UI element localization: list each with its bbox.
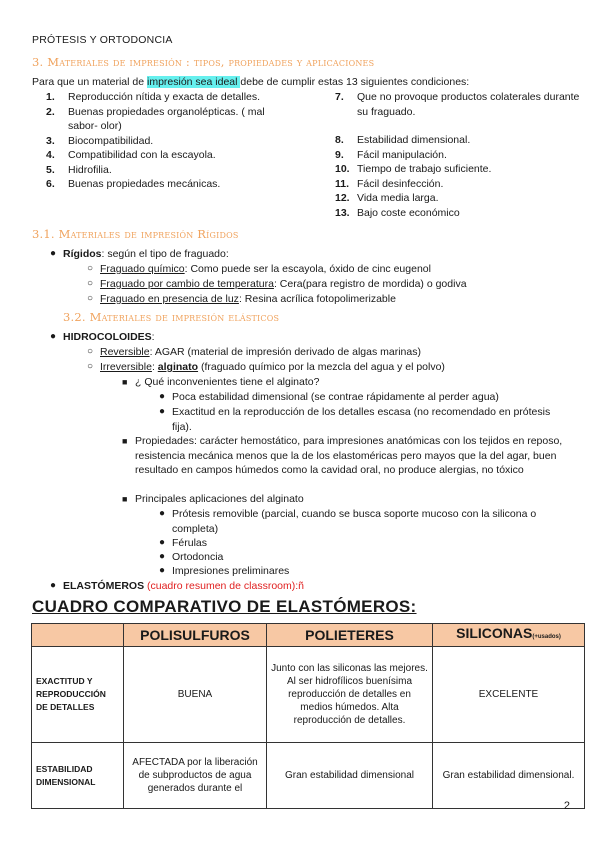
list-item: 4. Compatibilidad con la escayola.: [46, 149, 216, 161]
comparison-table: [31, 623, 585, 809]
row-header: ESTABILIDAD DIMENSIONAL: [32, 743, 124, 809]
list-item: 11. Fácil desinfección.: [335, 177, 444, 190]
circle-bullet-icon: ○: [87, 278, 94, 289]
page-number: 2: [563, 800, 570, 812]
aplicaciones-item: ■ Principales aplicaciones del alginato: [122, 493, 304, 505]
list-item: ○ Fraguado por cambio de temperatura: Cera(para registro de mordida) o godiva: [87, 278, 467, 290]
section-3-1-heading: 3.1. Materiales de impresión Rígidos: [32, 227, 239, 241]
list-item: 3. Biocompatibilidad.: [46, 134, 154, 147]
irreversible-item: ○ Irreversible: alginato (fraguado químico por la mezcla del agua y el polvo): [87, 361, 445, 373]
list-item: ● Férulas: [159, 537, 208, 549]
bullet-icon: ●: [159, 391, 166, 402]
list-item: ○ Fraguado en presencia de luz: Resina acrílica fotopolimerizable: [87, 293, 396, 305]
table-cell: EXCELENTE: [433, 647, 585, 743]
bullet-icon: ●: [159, 537, 166, 548]
list-item: 5. Hidrofilia.: [46, 163, 112, 176]
rigidos-text: : según el tipo de fraguado:: [101, 248, 229, 260]
section-3-2-heading: 3.2. Materiales de impresión elásticos: [63, 310, 280, 324]
bullet-icon: ●: [50, 580, 57, 591]
circle-bullet-icon: ○: [87, 361, 94, 372]
column-header: POLISULFUROS: [124, 624, 267, 647]
elastomeros-item: ● ELASTÓMEROS (cuadro resumen de classroom):ñ: [50, 580, 304, 592]
bullet-icon: ●: [159, 565, 166, 576]
list-item: 2. Buenas propiedades organolépticas. ( mal sabor- olor): [46, 105, 265, 132]
list-item: 8. Estabilidad dimensional.: [335, 134, 471, 146]
table-row: [32, 743, 585, 809]
square-bullet-icon: ■: [122, 494, 128, 504]
table-row: [32, 647, 585, 743]
table-header-row: [32, 624, 585, 647]
intro-highlight: impresión sea ideal: [147, 76, 241, 88]
column-header: POLIETERES: [267, 624, 433, 647]
table-cell: Gran estabilidad dimensional: [267, 743, 433, 809]
list-item: 13. Bajo coste económico: [335, 206, 460, 219]
list-item: 6. Buenas propiedades mecánicas.: [46, 178, 221, 190]
list-item: ● Ortodoncia: [159, 551, 224, 563]
list-item: 1. Reproducción nítida y exacta de detalles.: [46, 91, 261, 103]
list-item: ● Impresiones preliminares: [159, 565, 290, 577]
table-cell: AFECTADA por la liberación de subproductos de agua generados durante el: [124, 743, 267, 809]
document-header: PRÓTESIS Y ORTODONCIA: [32, 34, 173, 46]
row-header: EXACTITUD Y REPRODUCCIÓN DE DETALLES: [32, 647, 124, 743]
bullet-icon: ●: [50, 248, 57, 259]
propiedades-item: ■ Propiedades: carácter hemostático, para impresiones anatómicas con los tejidos en reposo, resistencia mecánica menos que la de los elastoméricas pero mayos que la del agar, buen resultado en campos húmedos como la cavidad oral, no produce alergias, no tóxico: [122, 435, 563, 476]
circle-bullet-icon: ○: [87, 346, 94, 357]
inconvenientes-item: ■ ¿ Qué inconvenientes tiene el alginato?: [122, 376, 320, 388]
column-header: SILICONAS(+usados): [433, 624, 585, 647]
intro-before: Para que un material de: [32, 76, 147, 88]
rigidos-label: Rígidos: [63, 248, 102, 260]
table-cell: BUENA: [124, 647, 267, 743]
list-item: 10. Tiempo de trabajo suficiente.: [335, 163, 492, 175]
list-item: 9. Fácil manipulación.: [335, 148, 447, 161]
table-corner-cell: [32, 624, 124, 647]
bullet-icon: ●: [159, 406, 166, 417]
section-3-heading: 3. Materiales de impresión : tipos, propiedades y aplicaciones: [32, 55, 375, 69]
circle-bullet-icon: ○: [87, 263, 94, 274]
bullet-icon: ●: [159, 551, 166, 562]
conditions-left-list: [46, 90, 286, 192]
bullet-icon: ●: [159, 508, 166, 519]
list-item: 12. Vida media larga.: [335, 192, 439, 204]
reversible-item: ○ Reversible: AGAR (material de impresión derivado de algas marinas): [87, 346, 421, 358]
hidrocoloides-item: ● HIDROCOLOIDES:: [50, 331, 155, 343]
comparison-title: CUADRO COMPARATIVO DE ELASTÓMEROS:: [32, 597, 417, 616]
conditions-right-list: [335, 90, 580, 220]
list-item: ● Poca estabilidad dimensional (se contrae rápidamente al perder agua): [159, 391, 499, 403]
rigidos-item: [50, 247, 229, 262]
intro-paragraph: [32, 76, 469, 88]
square-bullet-icon: ■: [122, 436, 128, 446]
intro-after: debe de cumplir estas 13 siguientes condiciones:: [240, 76, 470, 88]
list-item: ● Prótesis removible (parcial, cuando se busca soporte mucoso con la silicona o completa): [159, 508, 537, 535]
circle-bullet-icon: ○: [87, 293, 94, 304]
list-item: ○ Fraguado químico: Como puede ser la escayola, óxido de cinc eugenol: [87, 263, 431, 275]
table-cell: Gran estabilidad dimensional.: [433, 743, 585, 809]
list-item: 7. Que no provoque productos colaterales durante su fraguado.: [335, 91, 580, 118]
table-cell: Junto con las siliconas las mejores. Al ser hidrofílicos buenísima reproducción de detalles en medios húmedos. Alta reproducción de detalles.: [267, 647, 433, 743]
square-bullet-icon: ■: [122, 377, 128, 387]
bullet-icon: ●: [50, 331, 57, 342]
list-item: ● Exactitud en la reproducción de los detalles escasa (no recomendado en prótesis fija).: [159, 406, 551, 433]
